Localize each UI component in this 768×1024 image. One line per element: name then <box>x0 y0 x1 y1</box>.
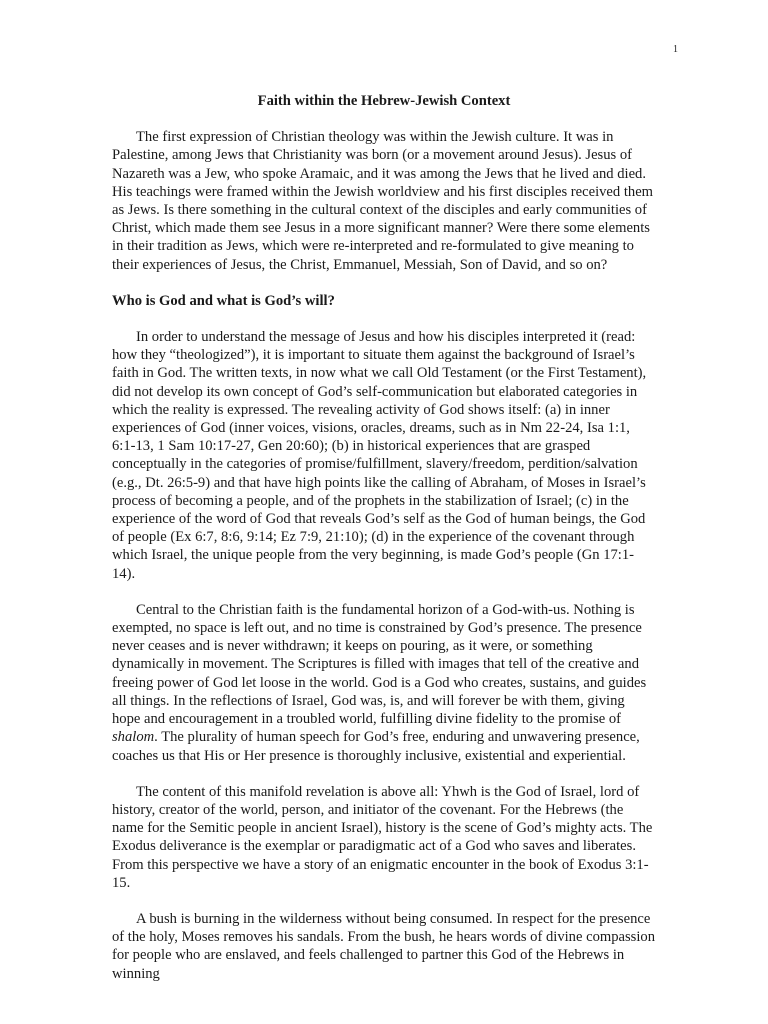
paragraph-god-with-us-text-1: Central to the Christian faith is the fundamental horizon of a God-with-us. Nothing is exempted, no space is left out, and no time is constrained by God’s presence. The presence never ceases and is never withdrawn; it keeps on pouring, as it were, or something dynamically in movement. The Scriptures is filled with images that tell of the creative and freeing power of God let loose in the world. God is a God who creates, sustains, and guides all things. In the reflections of Israel, God was, is, and will forever be with them, giving hope and encouragement in a troubled world, fulfilling divine fidelity to the promise of <box>112 601 647 728</box>
section-heading: Who is God and what is God’s will? <box>112 292 335 309</box>
paragraph-intro: The first expression of Christian theology was within the Jewish culture. It was in Palestine, among Jews that Christianity was born (or a movement around Jesus). Jesus of Nazareth was a Jew, who spoke Aramaic, and it was among the Jews that he lived and died. His teachings were framed within the Jewish worldview and his first disciples received them as Jews. Is there something in the cultural context of the disciples and early communities of Christ, which made them see Jesus in a more significant manner? Were there some elements in their tradition as Jews, which were re-interpreted and re-formulated to give meaning to their experiences of Jesus, the Christ, Emmanuel, Messiah, Son of David, and so on? <box>112 129 654 273</box>
paragraph-manifold-revelation: The content of this manifold revelation is above all: Yhwh is the God of Israel, lord of history, creator of the world, person, and initiator of the covenant. For the Hebrews (the name for the Semitic people in ancient Israel), history is the scene of God’s mighty acts. The Exodus deliverance is the exemplar or paradigmatic act of a God who saves and liberates. From this perspective we have a story of an enigmatic encounter in the book of Exodus 3:1-15. <box>112 783 653 891</box>
page-number: 1 <box>673 44 678 55</box>
document-body <box>112 92 656 1001</box>
shalom-term: shalom <box>112 729 155 746</box>
paragraph-burning-bush: A bush is burning in the wilderness without being consumed. In respect for the presence of the holy, Moses removes his sandals. From the bush, he hears words of divine compassion for people who are enslaved, and feels challenged to partner this God of the Hebrews in winning <box>112 910 655 982</box>
paragraph-god-with-us-text-2: . The plurality of human speech for God’s free, enduring and unwavering presence, coaches us that His or Her presence is thoroughly inclusive, existential and experiential. <box>112 729 640 764</box>
paragraph-god-with-us <box>112 601 656 765</box>
paragraph-revelation: In order to understand the message of Jesus and how his disciples interpreted it (read: how they “theologized”), it is important to situate them against the background of Israel’s faith in God. The written texts, in now what we call Old Testament (or the First Testament), did not develop its own concept of God’s self-communication but elaborated categories in which the reality is expressed. The revealing activity of God shows itself: (a) in inner experiences of God (inner voices, visions, oracles, dreams, such as in Nm 22-24, Isa 1:1, 6:1-13, 1 Sam 10:17-27, Gen 20:60); (b) in historical experiences that are grasped conceptually in the categories of promise/fulfillment, slavery/freedom, perdition/salvation (e.g., Dt. 26:5-9) and that have high points like the calling of Abraham, of Moses in Israel’s process of becoming a people, and of the prophets in the stabilization of Israel; (c) in the experience of the word of God that reveals God’s self as the God of human beings, the God of people (Ex 6:7, 8:6, 9:14; Ez 7:9, 21:10); (d) in the experience of the covenant through which Israel, the unique people from the very beginning, is made God’s people (Gn 17:1-14). <box>112 329 647 582</box>
document-title: Faith within the Hebrew-Jewish Context <box>257 93 511 109</box>
